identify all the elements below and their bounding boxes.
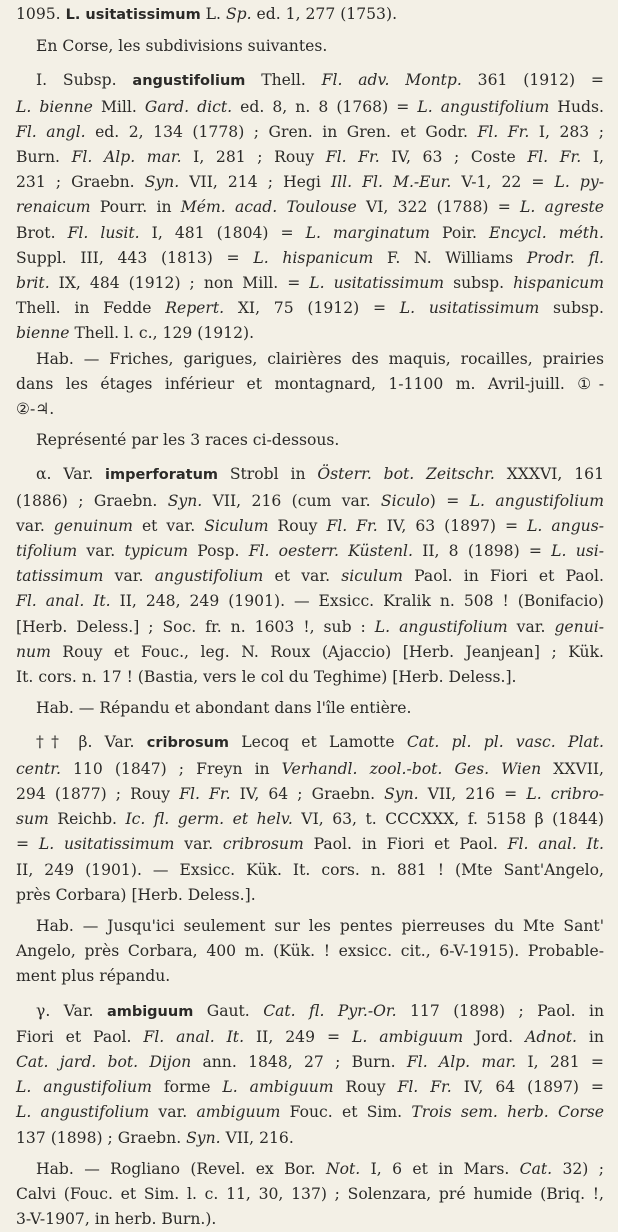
text-run: ann. 1848, 27 ; Burn.	[191, 1052, 407, 1071]
text-run: VII, 216 (cum var.	[202, 491, 381, 510]
text-line	[16, 195, 604, 220]
taxon-name: angustifolium	[132, 73, 246, 90]
text-run: subsp.	[539, 299, 604, 318]
text-run: genui-	[554, 617, 604, 636]
text-run: tifolium	[16, 542, 78, 561]
text-run: var.	[149, 1103, 197, 1122]
text-line	[16, 428, 604, 453]
text-run: (1886) ; Graebn.	[16, 491, 168, 510]
text-run: 117 (1898) ; Paol. in	[396, 1001, 604, 1020]
text-run: It. cors. n. 17 ! (Bastia, vers le col du Teghime) [Herb. Deless.].	[16, 668, 517, 687]
text-run: ambiguum	[196, 1103, 281, 1122]
text-line	[16, 1100, 604, 1125]
text-line	[16, 271, 604, 296]
text-run: ment plus répandu.	[16, 967, 171, 986]
text-run: Brot.	[16, 223, 68, 242]
text-line	[16, 514, 604, 539]
text-run: II, 8 (1898) =	[412, 542, 552, 561]
text-run: IV, 64 ; Graebn.	[230, 784, 385, 803]
text-run: subsp.	[444, 274, 514, 293]
text-run: ed. 8, n. 8 (1768) =	[232, 97, 418, 116]
text-run: II, 249 =	[244, 1027, 352, 1046]
text-run: Syn.	[384, 784, 419, 803]
text-run: Fl. adv. Montp.	[321, 71, 462, 90]
text-run: Paol. in Fiori et Paol.	[303, 835, 508, 854]
text-run: Fouc. et Sim.	[280, 1103, 412, 1122]
text-line	[16, 914, 604, 939]
text-line	[16, 34, 604, 59]
text-run: ed. 1, 277 (1753).	[251, 5, 398, 23]
text-run: Fiori et Paol.	[16, 1027, 144, 1046]
text-run: in	[576, 1027, 604, 1046]
text-run: Burn.	[16, 148, 72, 167]
text-run: Hab. — Jusqu'ici seulement sur les pentes pierreuses du Mte Sant'	[36, 916, 604, 935]
text-run: II, 248, 249 (1901). — Exsicc. Kralik n. 508 ! (Bonifacio)	[110, 592, 604, 611]
text-run: dans les étages inférieur et montagnard, 1-1100 m. Avril-juill. ①-	[16, 374, 604, 393]
text-run: L. angustifolium	[469, 491, 604, 510]
text-run: L. cribro-	[526, 784, 605, 803]
text-run: VII, 214 ; Hegi	[179, 173, 331, 192]
text-run: Fl. Fr.	[527, 148, 582, 167]
text-run: I, 6 et in Mars.	[360, 1159, 520, 1178]
taxon-name: ambiguum	[106, 1003, 194, 1020]
text-line	[16, 1050, 604, 1075]
text-run: Strobl in	[218, 465, 318, 484]
text-line	[16, 858, 604, 883]
text-line	[16, 321, 604, 346]
text-line	[16, 462, 604, 488]
text-line	[16, 397, 604, 422]
text-run: I. Subsp.	[36, 71, 133, 90]
text-run: [Herb. Deless.] ; Soc. fr. n. 1603 !, sub :	[16, 617, 375, 636]
text-line	[16, 939, 604, 964]
text-run: Adnot.	[525, 1027, 577, 1046]
text-run: L.	[200, 5, 226, 23]
text-run: Prodr. fl.	[526, 248, 604, 267]
text-run: Posp.	[188, 542, 249, 561]
text-line	[16, 170, 604, 195]
text-line	[16, 564, 604, 589]
text-run: Fl. Fr.	[397, 1078, 452, 1097]
text-line	[16, 730, 604, 756]
text-run: Jord.	[463, 1027, 526, 1046]
text-run: IV, 63 (1897) =	[377, 516, 528, 535]
text-run: et var.	[132, 516, 205, 535]
text-run: Österr. bot. Zeitschr.	[317, 465, 495, 484]
text-line	[16, 296, 604, 321]
text-run: Encycl. méth.	[489, 223, 604, 242]
text-run: Fl. Fr.	[477, 122, 530, 141]
text-run: XXVII,	[541, 759, 604, 778]
text-line	[16, 807, 604, 832]
text-run: VI, 63, t. CCCXXX, f. 5158 β (1844)	[292, 810, 604, 829]
text-run: II, 249 (1901). — Exsicc. Kük. It. cors. n. 881 ! (Mte Sant'Angelo,	[16, 860, 604, 879]
text-run: Sp.	[225, 5, 252, 23]
text-run: L. usitatissimum	[309, 274, 445, 293]
text-run: 361 (1912) =	[461, 71, 604, 90]
text-run: VII, 216 =	[418, 784, 527, 803]
text-run: ) =	[429, 491, 470, 510]
text-run: Gaut.	[193, 1001, 264, 1020]
text-run: α. Var.	[36, 465, 105, 484]
text-run: Fl. oesterr. Küstenl.	[248, 542, 413, 561]
text-run: var.	[103, 567, 155, 586]
text-line	[16, 1182, 604, 1207]
text-line	[16, 757, 604, 782]
text-line	[16, 2, 604, 28]
taxon-name: cribrosum	[146, 735, 230, 752]
text-run: Pourr. in	[90, 198, 181, 217]
text-run: 3-V-1907, in herb. Burn.).	[16, 1210, 217, 1229]
text-run: 294 (1877) ; Rouy	[16, 784, 180, 803]
text-run: Fl. lusit.	[67, 223, 140, 242]
text-line	[16, 1207, 604, 1232]
text-run: L. ambiguum	[351, 1027, 464, 1046]
text-run: var.	[507, 617, 555, 636]
text-run: 1095.	[16, 5, 66, 23]
text-run: Fl. angl.	[16, 122, 86, 141]
text-run: Fl. Alp. mar.	[71, 148, 182, 167]
text-run: I, 281 ; Rouy	[181, 148, 326, 167]
text-line	[16, 615, 604, 640]
text-line	[16, 1075, 604, 1100]
text-run: Rouy et Fouc., leg. N. Roux (Ajaccio) [Herb. Jeanjean] ; Kük.	[50, 642, 604, 661]
text-run: Fl. anal. It.	[143, 1027, 245, 1046]
text-run: Ill. Fl. M.-Eur.	[330, 173, 452, 192]
text-run: et var.	[263, 567, 342, 586]
text-run: Fl. Fr.	[325, 148, 380, 167]
text-run: Mill.	[92, 97, 145, 116]
text-line	[16, 1025, 604, 1050]
text-run: I, 281 =	[516, 1052, 604, 1071]
text-run: Suppl. III, 443 (1813) =	[16, 248, 254, 267]
text-run: 32) ;	[552, 1159, 605, 1178]
text-run: Syn.	[144, 173, 180, 192]
text-run: siculum	[341, 567, 403, 586]
text-run: I, 283 ;	[529, 122, 604, 141]
text-run: ②-♃.	[16, 400, 55, 419]
text-run: Fl. anal. It.	[507, 835, 605, 854]
text-run: angustifolium	[154, 567, 264, 586]
text-run: Hab. — Rogliano (Revel. ex Bor.	[36, 1159, 326, 1178]
text-run: L. ambiguum	[222, 1078, 334, 1097]
text-run: Poir.	[429, 223, 490, 242]
text-run: brit.	[16, 274, 50, 293]
text-body	[16, 2, 604, 1232]
text-line	[16, 665, 604, 690]
text-run: Trois sem. herb. Corse	[411, 1103, 605, 1122]
text-line	[16, 589, 604, 614]
text-run: 137 (1898) ; Graebn.	[16, 1128, 187, 1147]
text-run: hispanicum	[513, 274, 604, 293]
text-run: Angelo, près Corbara, 400 m. (Kük. ! exsicc. cit., 6-V-1915). Probable-	[16, 942, 604, 961]
text-line	[16, 68, 604, 94]
text-run: En Corse, les subdivisions suivantes.	[36, 37, 328, 56]
text-run: L. usi-	[551, 542, 604, 561]
text-line	[16, 696, 604, 721]
text-run: cribrosum	[222, 835, 304, 854]
taxon-name: L. usitatissimum	[65, 7, 201, 23]
text-run: Ic. fl. germ. et helv.	[125, 810, 293, 829]
text-run: L. marginatum	[305, 223, 430, 242]
text-run: I,	[581, 148, 604, 167]
text-run: num	[16, 642, 51, 661]
text-run: Rouy	[333, 1078, 398, 1097]
text-run: L. angustifolium	[16, 1078, 152, 1097]
text-run: var.	[16, 516, 54, 535]
text-line	[16, 347, 604, 372]
text-run: IV, 64 (1897) =	[451, 1078, 604, 1097]
text-line	[16, 832, 604, 857]
text-line	[16, 489, 604, 514]
text-run: centr.	[16, 759, 61, 778]
text-run: tatissimum	[16, 567, 104, 586]
text-run: L. angustifolium	[16, 1103, 150, 1122]
text-run: Représenté par les 3 races ci-dessous.	[36, 431, 340, 450]
text-run: Reichb.	[48, 810, 126, 829]
text-run: L. usitatissimum	[38, 835, 175, 854]
text-run: =	[16, 835, 39, 854]
text-run: Not.	[326, 1159, 361, 1178]
text-run: L. angus-	[527, 516, 604, 535]
text-line	[16, 539, 604, 564]
text-line	[16, 372, 604, 397]
text-run: Hab. — Friches, garigues, clairières des maquis, rocailles, prairies	[36, 349, 604, 368]
text-run: sum	[16, 810, 49, 829]
text-line	[16, 999, 604, 1025]
text-run: Syn.	[186, 1128, 221, 1147]
text-run: L. usitatissimum	[399, 299, 540, 318]
text-run: Syn.	[167, 491, 203, 510]
text-run: Fl. Fr.	[326, 516, 378, 535]
text-line	[16, 883, 604, 908]
text-run: Cat. jard. bot. Dijon	[16, 1052, 192, 1071]
text-run: Thell. in Fedde	[16, 299, 166, 318]
text-run: Cat. fl. Pyr.-Or.	[263, 1001, 397, 1020]
text-run: L. py-	[554, 173, 604, 192]
text-run: I, 481 (1804) =	[139, 223, 306, 242]
text-run: Siculo	[380, 491, 430, 510]
text-run: IX, 484 (1912) ; non Mill. =	[49, 274, 310, 293]
text-run: IV, 63 ; Coste	[379, 148, 528, 167]
text-line	[16, 782, 604, 807]
text-run: Gard. dict.	[144, 97, 233, 116]
text-run: Hab. — Répandu et abondant dans l'île entière.	[36, 699, 412, 718]
text-run: F. N. Williams	[373, 248, 527, 267]
text-run: Cat. pl. pl. vasc. Plat.	[406, 733, 604, 752]
text-run: var.	[174, 835, 223, 854]
text-line	[16, 120, 604, 145]
text-run: forme	[151, 1078, 223, 1097]
text-run: Fl. Fr.	[179, 784, 231, 803]
text-run: Calvi (Fouc. et Sim. l. c. 11, 30, 137) ; Solenzara, pré humide (Briq. !,	[16, 1184, 604, 1203]
text-line	[16, 1157, 604, 1182]
text-line	[16, 221, 604, 246]
text-run: L. agreste	[520, 198, 605, 217]
text-run: γ. Var.	[36, 1001, 107, 1020]
text-run: ed. 2, 134 (1778) ; Gren. in Gren. et Godr.	[85, 122, 478, 141]
text-run: XXXVI, 161	[494, 465, 604, 484]
text-line	[16, 964, 604, 989]
text-run: Paol. in Fiori et Paol.	[402, 567, 605, 586]
text-line	[16, 640, 604, 665]
text-line	[16, 145, 604, 170]
text-run: Verhandl. zool.-bot. Ges. Wien	[281, 759, 542, 778]
text-run: bienne	[16, 324, 70, 343]
text-run: Fl. Alp. mar.	[406, 1052, 517, 1071]
text-run: L. hispanicum	[253, 248, 374, 267]
text-run: VII, 216.	[220, 1128, 294, 1147]
text-run: L. angustifolium	[374, 617, 508, 636]
text-run: Rouy	[268, 516, 327, 535]
text-run: Lecoq et Lamotte	[229, 733, 407, 752]
text-run: typicum	[124, 542, 189, 561]
text-line	[16, 1126, 604, 1151]
text-run: var.	[77, 542, 125, 561]
text-run: Thell.	[245, 71, 322, 90]
text-run: XI, 75 (1912) =	[224, 299, 400, 318]
text-run: V-1, 22 =	[451, 173, 555, 192]
text-run: renaicum	[16, 198, 91, 217]
text-run: 231 ; Graebn.	[16, 173, 145, 192]
text-line	[16, 246, 604, 271]
text-run: 110 (1847) ; Freyn in	[60, 759, 282, 778]
text-run: Cat.	[519, 1159, 553, 1178]
text-run: Thell. l. c., 129 (1912).	[69, 324, 255, 343]
text-run: Siculum	[204, 516, 269, 535]
text-run: L. angustifolium	[417, 97, 550, 116]
text-run: VI, 322 (1788) =	[356, 198, 521, 217]
taxon-name: imperforatum	[105, 467, 219, 484]
text-run: genuinum	[53, 516, 133, 535]
text-run: †† β. Var.	[36, 733, 147, 752]
text-line	[16, 95, 604, 120]
text-run: Huds.	[549, 97, 604, 116]
text-run: L. bienne	[16, 97, 93, 116]
text-run: Fl. anal. It.	[16, 592, 111, 611]
text-run: Mém. acad. Toulouse	[180, 198, 357, 217]
text-run: Repert.	[165, 299, 225, 318]
text-run: près Corbara) [Herb. Deless.].	[16, 885, 256, 904]
